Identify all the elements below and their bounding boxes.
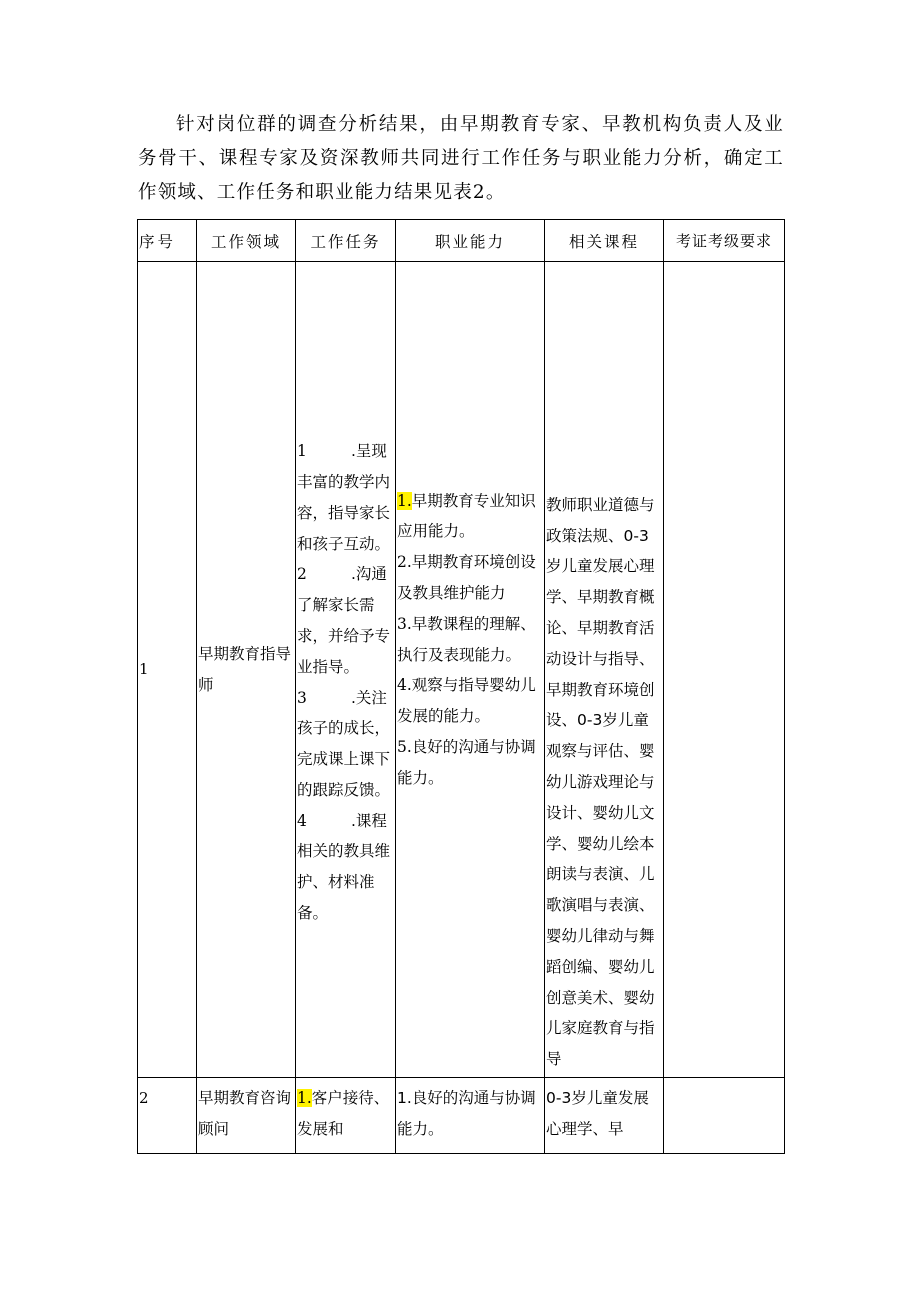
row1-course-cell [545,262,664,1078]
row2-cert [664,1078,784,1083]
ability-number: 1. [397,491,412,510]
header-cert: 考证考级要求 [664,220,785,262]
task-item [297,683,394,806]
header-course: 相关课程 [545,220,664,262]
ability-number: 4. [397,676,412,695]
row2-domain-cell [197,1078,296,1154]
row2-seq: 2 [139,1089,149,1107]
row2-course-cell [545,1078,664,1154]
row1-domain-cell [197,262,296,1078]
ability-text: 良好的沟通与协调能力。 [397,737,536,787]
ability-text: 早期教育专业知识应用能力。 [397,491,536,541]
row2-ability: 1.良好的沟通与协调能力。 [397,1089,536,1138]
row2-domain: 早期教育咨询顾问 [198,1089,292,1138]
ability-number: 3. [397,614,412,633]
ability-number: 2. [397,553,412,572]
header-seq: 序号 [138,220,197,262]
intro-text: 针对岗位群的调查分析结果，由早期教育专家、早教机构负责人及业务骨干、课程专家及资深教师共同进行工作任务与职业能力分析，确定工作领域、工作任务和职业能力结果见表2。 [138,114,784,203]
row2-courses: 0-3岁儿童发展心理学、早 [546,1089,649,1138]
row2-task-cell [296,1078,396,1154]
header-domain: 工作领域 [197,220,296,262]
header-task: 工作任务 [296,220,396,262]
row2-seq-cell [138,1078,197,1154]
task-text: .沟通了解家长需求，并给予专业指导。 [297,565,391,676]
row1-courses: 教师职业道德与政策法规、0-3岁儿童发展心理学、早期教育概论、早期教育活动设计与指导、早期教育环境创设、0-3岁儿童观察与评估、婴幼儿游戏理论与设计、婴幼儿文学、婴幼儿绘本朗读与表演、儿歌演唱与表演、婴幼儿律动与舞蹈创编、婴幼儿创意美术、婴幼儿家庭教育与指导 [546,495,655,1069]
row2-ability-cell [396,1078,545,1154]
row2-task [296,1078,395,1145]
task-ability-table [137,219,785,1154]
intro-paragraph [138,108,784,210]
table-row [138,1078,785,1154]
task-text: .课程相关的教具维护、材料准备。 [297,811,391,923]
ability-item [397,486,543,548]
table-header-row [138,220,785,262]
row1-ability-cell [396,262,545,1078]
ability-item [397,670,543,732]
task-number: 1. [297,1089,312,1107]
row1-task-cell [296,262,396,1078]
task-number: 4 [297,811,307,830]
task-number: 2 [297,565,307,584]
table-row [138,262,785,1078]
task-item [297,559,394,682]
ability-text: 观察与指导婴幼儿发展的能力。 [397,676,536,726]
row1-seq: 1 [139,660,149,679]
header-ability: 职业能力 [396,220,545,262]
row1-cert-cell [664,262,785,1078]
task-number: 3 [297,688,307,707]
row2-cert-cell [664,1078,785,1154]
task-item [297,436,394,559]
row1-task-list [296,410,395,929]
task-item [297,806,394,929]
ability-text: 早期教育环境创设及教具维护能力 [397,553,536,602]
ability-item [397,609,543,671]
row1-domain: 早期教育指导师 [198,644,292,694]
task-text: .关注孩子的成长，完成课上课下的跟踪反馈。 [297,688,391,799]
ability-item [397,547,543,609]
ability-text: 早教课程的理解、执行及表现能力。 [397,614,536,664]
task-text: .呈现丰富的教学内容，指导家长和孩子互动。 [297,442,391,553]
row1-ability-list [396,486,544,854]
ability-number: 5. [397,737,412,756]
ability-item [397,732,543,794]
task-text: 客户接待、发展和 [297,1089,390,1138]
task-number: 1 [297,442,307,461]
row1-seq-cell [138,262,197,1078]
